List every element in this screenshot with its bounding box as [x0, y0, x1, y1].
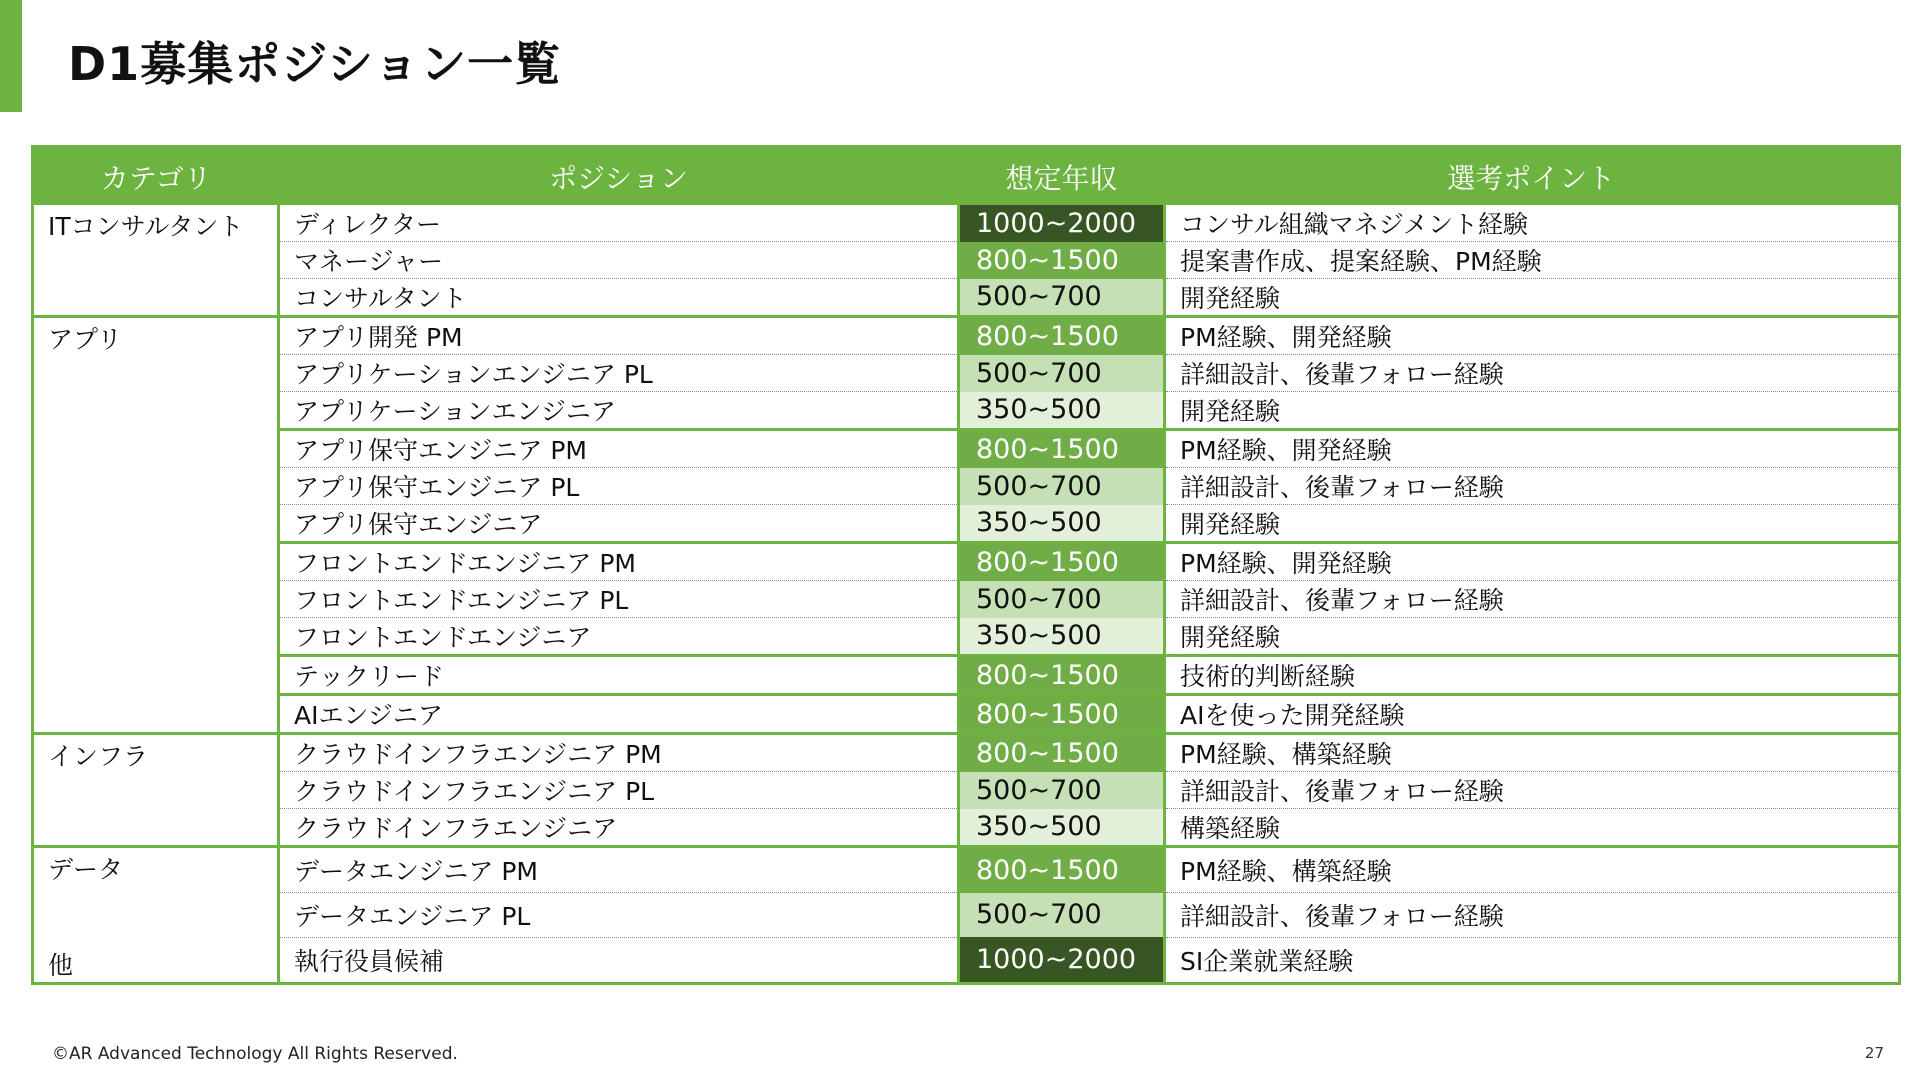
- copyright-notice: ©AR Advanced Technology All Rights Reserved.: [52, 1044, 458, 1064]
- points-cell: AIを使った開発経験: [1165, 695, 1900, 734]
- salary-cell: 500~700: [959, 581, 1165, 618]
- position-cell: アプリ開発 PM: [279, 317, 959, 355]
- category-label: インフラ: [48, 742, 149, 771]
- table-row: [33, 847, 1900, 893]
- category-cell: [33, 734, 279, 847]
- points-cell: SI企業就業経験: [1180, 946, 1354, 976]
- salary-cell: 1000~2000: [959, 205, 1165, 242]
- table-row: [33, 355, 1900, 392]
- position-cell: アプリケーションエンジニア: [279, 392, 959, 430]
- salary-cell: 800~1500: [959, 847, 1165, 893]
- category-label: ITコンサルタント: [48, 212, 244, 241]
- salary-cell: 500~700: [959, 279, 1165, 317]
- salary-cell: 500~700: [959, 355, 1165, 392]
- salary-cell: 800~1500: [959, 543, 1165, 581]
- salary-cell: 350~500: [959, 505, 1165, 543]
- points-cell: 提案書作成、提案経験、PM経験: [1165, 242, 1900, 279]
- table-row: [33, 734, 1900, 772]
- position-cell: データエンジニア PM: [279, 847, 959, 893]
- position-cell: アプリ保守エンジニア PL: [279, 468, 959, 505]
- salary-cell: 800~1500: [959, 317, 1165, 355]
- salary-cell: 1000~2000: [959, 937, 1165, 983]
- points-cell: PM経験、開発経験: [1165, 543, 1900, 581]
- points-cell: 詳細設計、後輩フォロー経験: [1165, 772, 1900, 809]
- salary-cell: 500~700: [959, 468, 1165, 505]
- accent-bar: [0, 0, 22, 112]
- points-cell: 開発経験: [1165, 505, 1900, 543]
- salary-cell: 350~500: [959, 618, 1165, 656]
- table-row: [33, 543, 1900, 581]
- table-row: [33, 772, 1900, 809]
- category-cell: [33, 847, 279, 984]
- position-cell: ディレクター: [279, 205, 959, 242]
- position-cell: アプリ保守エンジニア: [279, 505, 959, 543]
- salary-cell: 800~1500: [959, 242, 1165, 279]
- header-salary: 想定年収: [959, 147, 1165, 206]
- category-cell: [33, 205, 279, 317]
- category-cell: [33, 317, 279, 734]
- table-row: [33, 242, 1900, 279]
- table-row: [33, 505, 1900, 543]
- points-cell: 詳細設計、後輩フォロー経験: [1165, 581, 1900, 618]
- points-cell: 詳細設計、後輩フォロー経験: [1165, 468, 1900, 505]
- category-label: データ: [48, 855, 124, 884]
- salary-cell: 800~1500: [959, 734, 1165, 772]
- position-cell: クラウドインフラエンジニア PL: [279, 772, 959, 809]
- category-label: アプリ: [48, 325, 123, 354]
- position-cell: データエンジニア PL: [279, 893, 959, 938]
- points-cell: 開発経験: [1165, 618, 1900, 656]
- points-cell: 開発経験: [1165, 392, 1900, 430]
- position-cell: クラウドインフラエンジニア PM: [279, 734, 959, 772]
- points-cell: 構築経験: [1165, 809, 1900, 847]
- position-cell: フロントエンドエンジニア PM: [279, 543, 959, 581]
- table-row: [33, 937, 1900, 983]
- points-cell: 技術的判断経験: [1165, 656, 1900, 695]
- points-cell: PM経験、開発経験: [1165, 430, 1900, 468]
- salary-cell: 800~1500: [959, 430, 1165, 468]
- points-cell: PM経験、開発経験: [1165, 317, 1900, 355]
- table-row: [33, 468, 1900, 505]
- salary-cell: 500~700: [959, 893, 1165, 938]
- points-cell: PM経験、構築経験: [1165, 734, 1900, 772]
- positions-table: [31, 145, 1901, 985]
- table-row: [33, 279, 1900, 317]
- position-cell: フロントエンドエンジニア PL: [279, 581, 959, 618]
- header-position: ポジション: [279, 147, 959, 206]
- table-row: [33, 205, 1900, 242]
- position-cell: フロントエンドエンジニア: [279, 618, 959, 656]
- position-cell: 執行役員候補: [279, 937, 959, 983]
- position-cell: コンサルタント: [279, 279, 959, 317]
- points-cell: 詳細設計、後輩フォロー経験: [1165, 355, 1900, 392]
- position-cell: AIエンジニア: [279, 695, 959, 734]
- table-row: [33, 581, 1900, 618]
- table-header-row: [33, 147, 1900, 206]
- table-row: [33, 618, 1900, 656]
- page-number: 27: [1864, 1044, 1884, 1062]
- table-row: [33, 893, 1900, 938]
- table-row: [33, 430, 1900, 468]
- salary-cell: 500~700: [959, 772, 1165, 809]
- salary-cell: 350~500: [959, 809, 1165, 847]
- header-points: 選考ポイント: [1165, 147, 1900, 206]
- table-row: [33, 317, 1900, 355]
- points-cell: PM経験、構築経験: [1165, 847, 1900, 893]
- points-cell: コンサル組織マネジメント経験: [1165, 205, 1900, 242]
- table-row: [33, 809, 1900, 847]
- position-cell: クラウドインフラエンジニア: [279, 809, 959, 847]
- points-cell: 詳細設計、後輩フォロー経験: [1165, 893, 1900, 938]
- salary-cell: 800~1500: [959, 656, 1165, 695]
- table-row: [33, 695, 1900, 734]
- table-row: [33, 656, 1900, 695]
- header-category: カテゴリ: [33, 147, 279, 206]
- salary-cell: 350~500: [959, 392, 1165, 430]
- points-cell: 開発経験: [1165, 279, 1900, 317]
- position-cell: アプリケーションエンジニア PL: [279, 355, 959, 392]
- category-label-other: 他: [48, 951, 74, 980]
- position-cell: テックリード: [279, 656, 959, 695]
- page-title: D1募集ポジション一覧: [68, 37, 562, 91]
- position-cell: マネージャー: [279, 242, 959, 279]
- table-row: [33, 392, 1900, 430]
- salary-cell: 800~1500: [959, 695, 1165, 734]
- position-cell: アプリ保守エンジニア PM: [279, 430, 959, 468]
